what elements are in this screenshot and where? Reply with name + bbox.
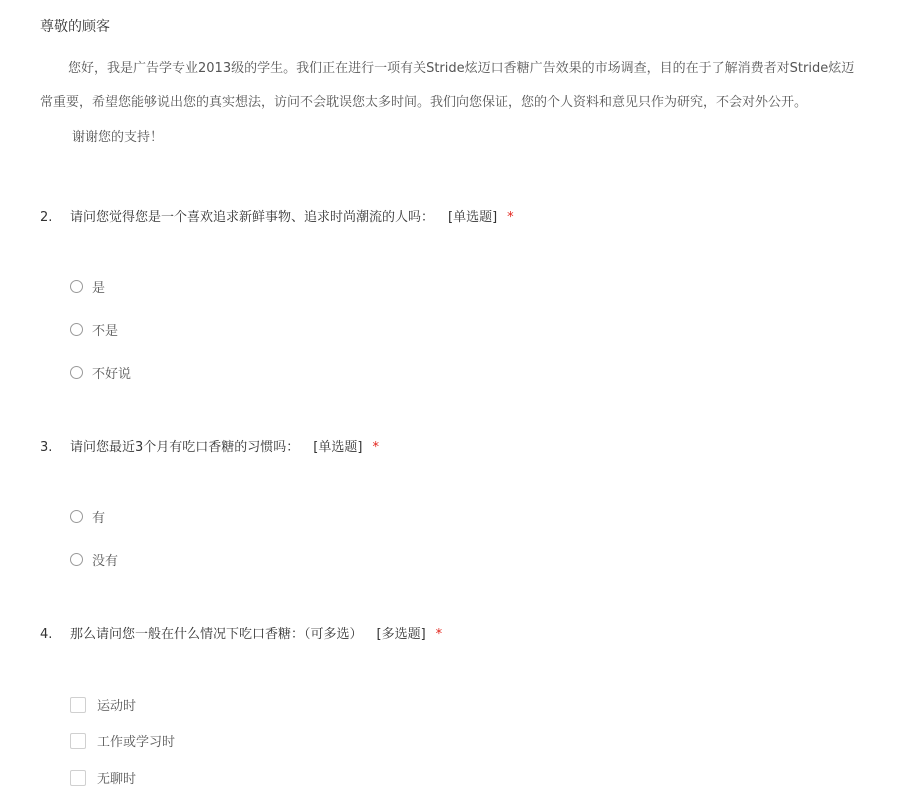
radio-button[interactable] bbox=[70, 323, 83, 336]
option-label: 不好说 bbox=[92, 367, 132, 382]
option-q4-bored[interactable] bbox=[70, 768, 136, 787]
checkbox[interactable] bbox=[70, 770, 86, 786]
option-q4-work-study[interactable] bbox=[70, 731, 175, 750]
question-3 bbox=[40, 436, 379, 455]
option-q3-no[interactable] bbox=[70, 550, 118, 569]
question-number: 4. bbox=[40, 627, 53, 642]
radio-button[interactable] bbox=[70, 510, 83, 523]
radio-button[interactable] bbox=[70, 553, 83, 566]
option-label: 运动时 bbox=[97, 699, 137, 714]
option-label: 不是 bbox=[92, 324, 119, 339]
intro-text-line-3: 谢谢您的支持！ bbox=[72, 130, 164, 145]
required-star: * bbox=[435, 627, 443, 642]
checkbox[interactable] bbox=[70, 697, 86, 713]
option-label: 没有 bbox=[92, 554, 119, 569]
radio-button[interactable] bbox=[70, 366, 83, 379]
required-star: * bbox=[372, 440, 379, 455]
option-q4-exercise[interactable] bbox=[70, 695, 136, 714]
question-number: 2. bbox=[40, 210, 53, 225]
question-type-label: [单选题] bbox=[448, 210, 498, 225]
option-label: 工作或学习时 bbox=[97, 735, 176, 750]
option-label: 有 bbox=[92, 511, 106, 526]
question-2 bbox=[40, 206, 514, 225]
option-q2-no[interactable] bbox=[70, 320, 118, 339]
question-text: 那么请问您一般在什么情况下吃口香糖：（可多选） bbox=[70, 627, 363, 642]
intro-text-line-2: 常重要，希望您能够说出您的真实想法，访问不会耽误您太多时间。我们向您保证，您的个人资料和意见只作为研究，不会对外公开。 bbox=[40, 95, 808, 110]
option-label: 是 bbox=[92, 281, 106, 296]
checkbox[interactable] bbox=[70, 733, 86, 749]
question-4 bbox=[40, 623, 442, 642]
question-text: 请问您觉得您是一个喜欢追求新鲜事物、追求时尚潮流的人吗： bbox=[70, 210, 435, 225]
intro-text-line-1: 您好，我是广告学专业2013级的学生。我们正在进行一项有关Stride炫迈口香糖广告效果的市场调查，目的在于了解消费者对Stride炫迈 bbox=[68, 61, 855, 76]
option-q2-unsure[interactable] bbox=[70, 363, 131, 382]
question-type-label: [多选题] bbox=[376, 627, 426, 642]
required-star: * bbox=[507, 210, 514, 225]
question-text: 请问您最近3个月有吃口香糖的习惯吗： bbox=[70, 440, 300, 455]
radio-button[interactable] bbox=[70, 280, 83, 293]
question-number: 3. bbox=[40, 440, 53, 455]
question-type-label: [单选题] bbox=[313, 440, 363, 455]
option-q2-yes[interactable] bbox=[70, 277, 105, 296]
greeting-title: 尊敬的顾客 bbox=[40, 19, 110, 35]
option-label: 无聊时 bbox=[97, 772, 137, 787]
option-q3-yes[interactable] bbox=[70, 507, 105, 526]
